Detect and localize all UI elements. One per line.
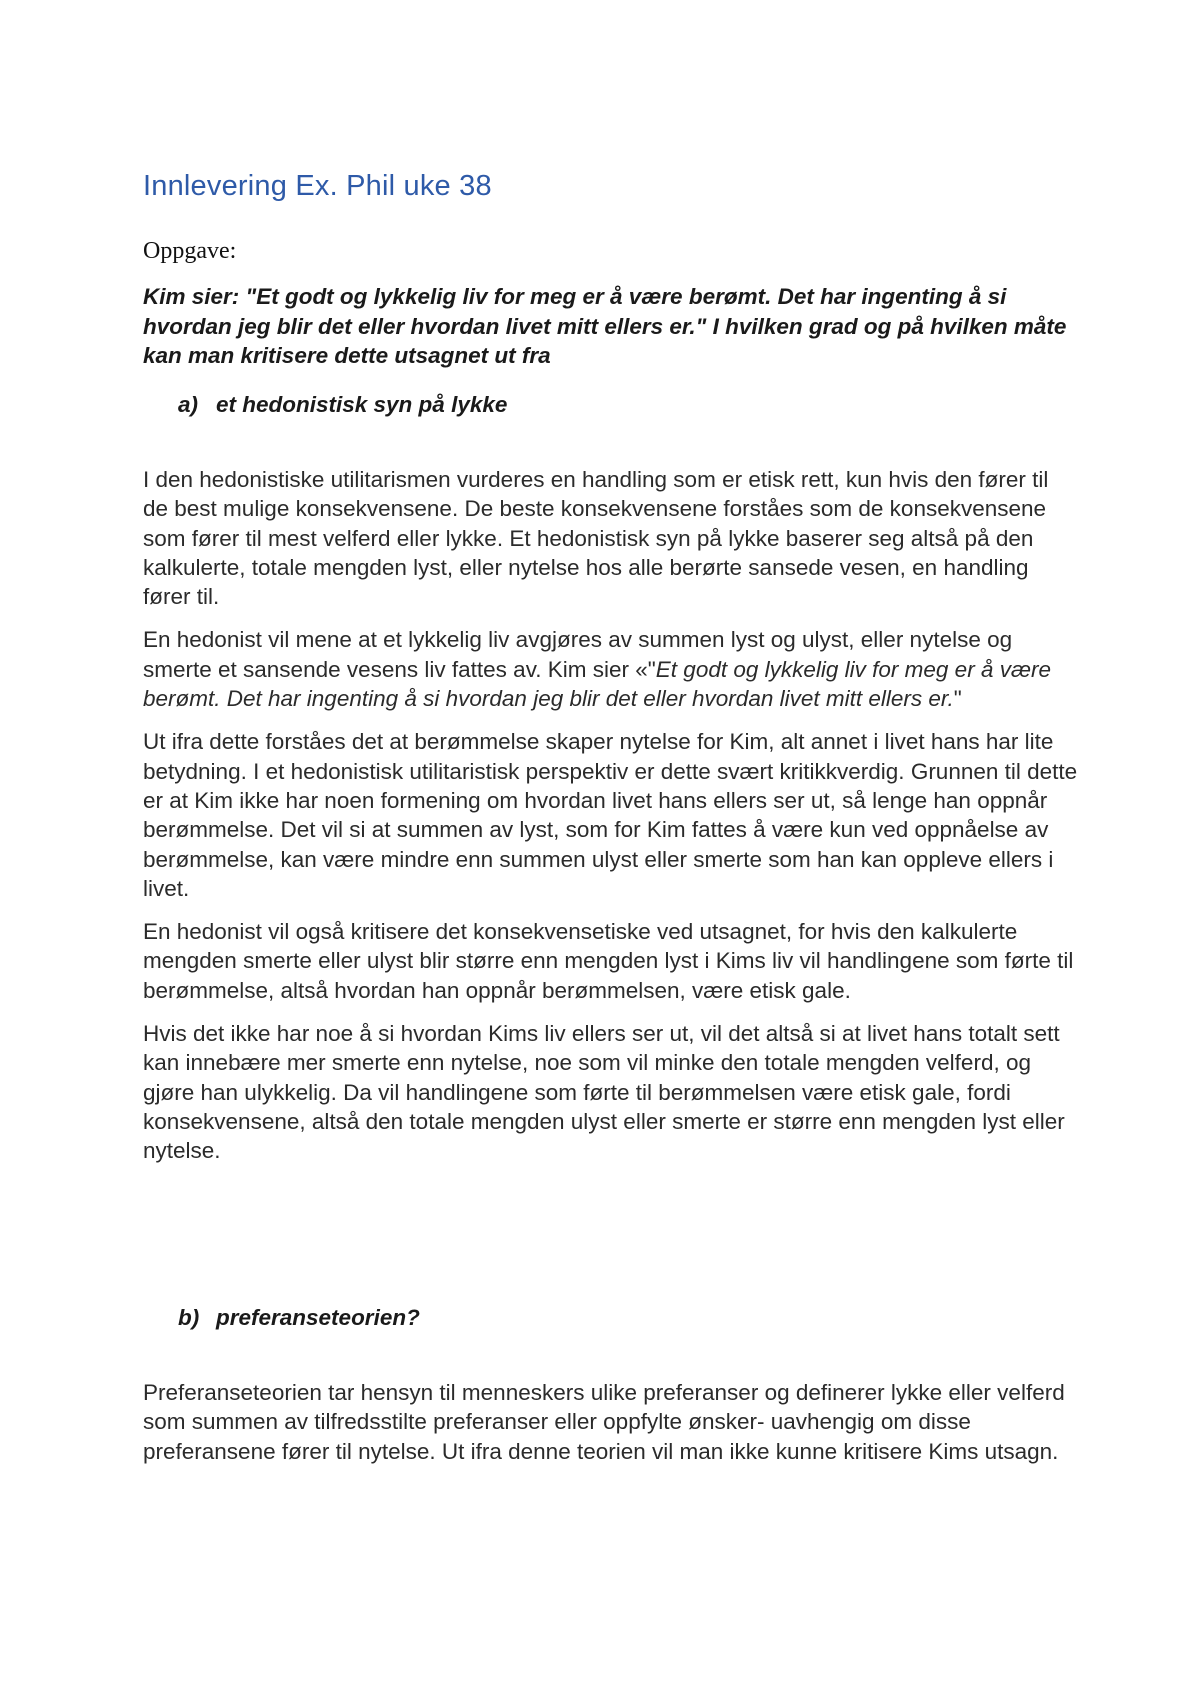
section-a-paragraph-3: Ut ifra dette forståes det at berømmelse skaper nytelse for Kim, alt annet i livet hans har lite betydning. I et hedonistisk utilitaristisk perspektiv er dette svært kritikkverdig. Grunnen til dette er at Kim ikke har noen formening om hvordan livet hans ellers ser ut, så lenge han oppnår berømmelse. Det vil si at summen av lyst, som for Kim fattes å være kun ved oppnåelse av berømmelse, kan være mindre enn summen ulyst eller smerte som han kan oppleve ellers i livet. xyxy=(143,729,1078,901)
section-b-paragraph-1: Preferanseteorien tar hensyn til menneskers ulike preferanser og definerer lykke eller velferd som summen av tilfredsstilte preferanser eller oppfylte ønsker- uavhengig om disse preferansene fører til nytelse. Ut ifra denne teorien vil man ikke kunne kritisere Kims utsagn. xyxy=(143,1380,1065,1464)
section-a-title: et hedonistisk syn på lykke xyxy=(216,392,508,417)
section-a-paragraph-4: En hedonist vil også kritisere det konsekvensetiske ved utsagnet, for hvis den kalkulerte mengden smerte eller ulyst blir større enn mengden lyst i Kims liv vil handlingene som førte til berømmelse, altså hvordan han oppnår berømmelsen, være etisk gale. xyxy=(143,919,1074,1003)
section-a-paragraph-1: I den hedonistiske utilitarismen vurderes en handling som er etisk rett, kun hvis den fører til de best mulige konsekvensene. De beste konsekvensene forståes som de konsekvensene som fører til mest velferd eller lykke. Et hedonistisk syn på lykke baserer seg altså på den kalkulerte, totale mengden lyst, eller nytelse hos alle berørte sansede vesen, en handling fører til. xyxy=(143,467,1049,610)
section-b-title: preferanseteorien? xyxy=(216,1305,420,1330)
paragraph-2-end: " xyxy=(953,686,962,712)
section-a-paragraph-2 xyxy=(143,625,1078,713)
task-question: Kim sier: "Et godt og lykkelig liv for meg er å være berømt. Det har ingenting å si hvordan jeg blir det eller hvordan livet mitt ellers er." I hvilken grad og på hvilken måte kan man kritisere dette utsagnet ut fra xyxy=(143,284,1067,368)
section-b-body xyxy=(143,1378,1078,1480)
task-label: Oppgave: xyxy=(143,238,237,264)
section-a-paragraph-5: Hvis det ikke har noe å si hvordan Kims liv ellers ser ut, vil det altså si at livet hans totalt sett kan innebære mer smerte enn nytelse, noe som vil minke den totale mengden velferd, og gjøre han ulykkelig. Da vil handlingene som førte til berømmelsen være etisk gale, fordi konsekvensene, altså den totale mengden ulyst eller smerte er større enn mengden lyst eller nytelse. xyxy=(143,1021,1065,1164)
section-a-body xyxy=(143,465,1078,1180)
section-a-marker: a) xyxy=(178,392,199,417)
paragraph-2-intro: En hedonist vil mene at et lykkelig liv avgjøres av summen lyst og ulyst, eller nytelse og smerte et sansende vesens liv fattes av. Kim sier «" xyxy=(143,627,1013,682)
document-title: Innlevering Ex. Phil uke 38 xyxy=(143,170,492,202)
section-a-heading xyxy=(178,392,507,418)
section-b-marker: b) xyxy=(178,1305,200,1330)
kim-quote: Et godt og lykkelig liv for meg er å være berømt. Det har ingenting å si hvordan jeg blir det eller hvordan livet mitt ellers er. xyxy=(143,656,1051,712)
section-b-heading xyxy=(178,1305,420,1331)
